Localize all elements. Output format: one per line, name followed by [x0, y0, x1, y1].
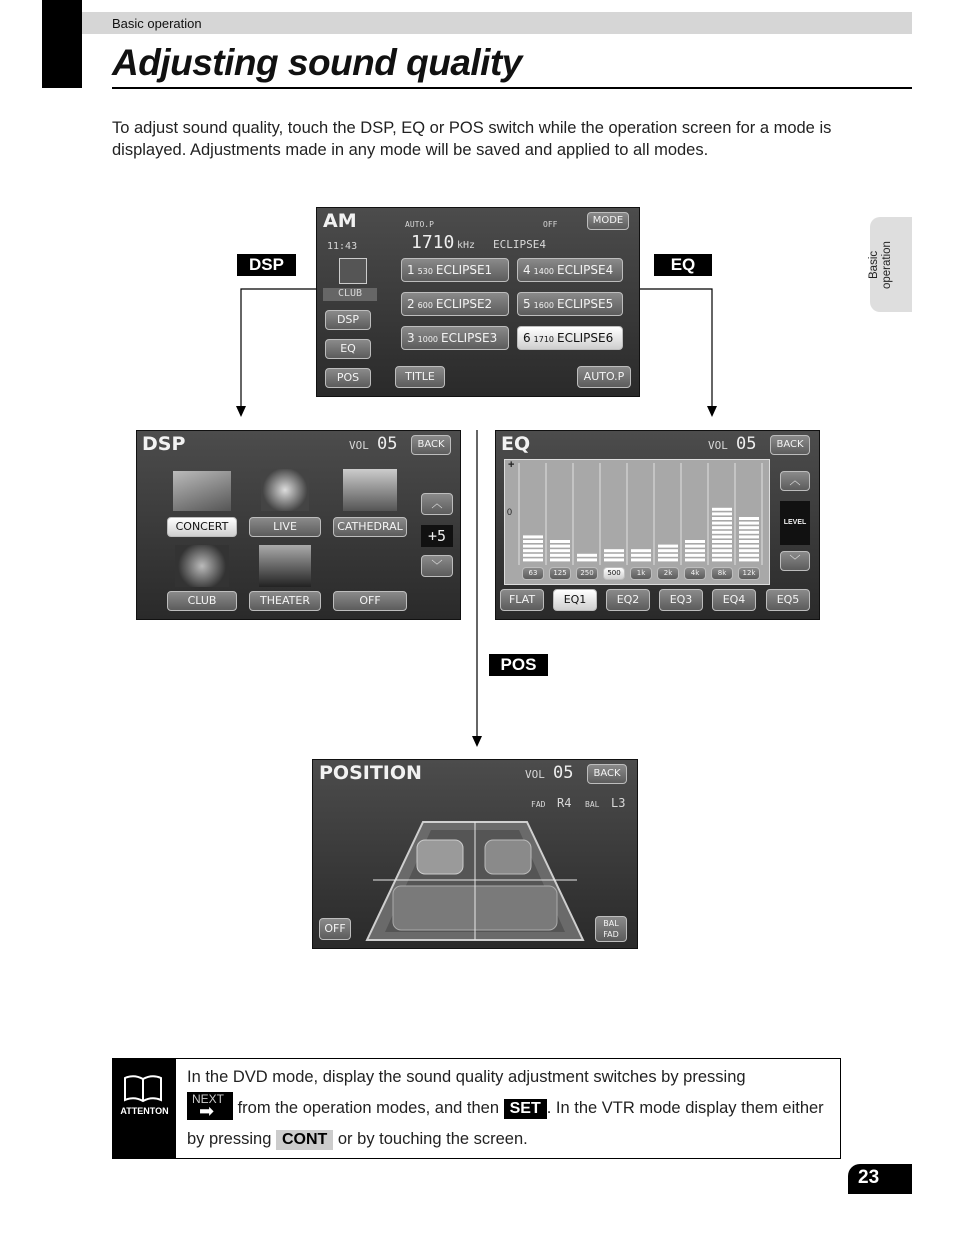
eq2-button[interactable]: EQ2	[606, 589, 650, 611]
eq-band-125[interactable]: 125	[549, 567, 571, 580]
station-name: ECLIPSE4	[493, 238, 546, 251]
dsp-button[interactable]: DSP	[325, 310, 371, 330]
eq-band-bar	[523, 535, 543, 561]
bal-value: L3	[611, 796, 626, 810]
eq-bar-segment	[712, 526, 732, 529]
eq-bar-segment	[739, 535, 759, 538]
off-button[interactable]: OFF	[333, 591, 407, 611]
dsp-mode-icon	[339, 258, 367, 284]
back-button[interactable]: BACK	[411, 435, 451, 455]
section-label: Basic operation	[112, 16, 202, 31]
eq-band-bar	[712, 508, 732, 562]
side-tab-label: Basic operation	[868, 241, 893, 289]
page-number: 23	[848, 1164, 912, 1194]
eq-bar-segment	[604, 554, 624, 557]
vol-label: VOL	[349, 439, 369, 452]
title-button[interactable]: TITLE	[395, 366, 445, 388]
level-value: +5	[421, 525, 453, 547]
dsp-title: DSP	[142, 433, 186, 455]
eq-bar-segment	[739, 549, 759, 552]
preset-button[interactable]: 3 1000 ECLIPSE3	[401, 326, 509, 350]
note-text-end: or by touching the screen.	[333, 1130, 528, 1148]
eq-frequency-row	[520, 567, 770, 581]
frequency-unit: kHz	[457, 240, 476, 251]
fad-label: FAD	[531, 800, 546, 809]
dsp-arrow-head	[236, 406, 246, 417]
flat-button[interactable]: FLAT	[500, 589, 544, 611]
club-button[interactable]: CLUB	[167, 591, 237, 611]
eq-label: EQ	[654, 254, 712, 276]
eq-band-250[interactable]: 250	[576, 567, 598, 580]
eq-bar-segment	[550, 549, 570, 552]
eq-bar-segment	[712, 554, 732, 557]
auto-p-button[interactable]: AUTO.P	[577, 366, 631, 388]
live-button[interactable]: LIVE	[249, 517, 321, 537]
cathedral-illustration	[343, 469, 397, 511]
back-button[interactable]: BACK	[770, 435, 810, 455]
vol-label: VOL	[708, 439, 728, 452]
eq-bar-segment	[712, 522, 732, 525]
eq-bar-segment	[739, 517, 759, 520]
eq-bar-segment	[523, 549, 543, 552]
next-key	[187, 1092, 233, 1120]
eq-bar-segment	[712, 540, 732, 543]
preset-button[interactable]: 1 530 ECLIPSE1	[401, 258, 509, 282]
preset-button[interactable]: 2 600 ECLIPSE2	[401, 292, 509, 316]
eq-bar-segment	[658, 545, 678, 548]
eq-bar-segment	[685, 554, 705, 557]
eq-bar-segment	[631, 549, 651, 552]
dsp-label: DSP	[237, 254, 296, 276]
eq-band-63[interactable]: 63	[522, 567, 544, 580]
eq-bar-segment	[523, 558, 543, 561]
frequency-readout: 1710	[411, 232, 455, 253]
intro-paragraph: To adjust sound quality, touch the DSP, EQ or POS switch while the operation screen for a mode is displayed. Adjustments made in any mode will be saved and applied to all modes.	[112, 119, 832, 159]
arrow-right-icon: ➡	[199, 1100, 215, 1121]
concert-hall-illustration	[173, 471, 231, 511]
car-interior-illustration	[313, 760, 637, 948]
eq-bar-segment	[685, 545, 705, 548]
mode-button[interactable]: MODE	[587, 212, 629, 230]
eq-bar-segment	[658, 549, 678, 552]
theater-illustration	[259, 545, 311, 587]
back-button[interactable]: BACK	[587, 764, 627, 784]
eq-bar-segment	[550, 558, 570, 561]
eq-band-500[interactable]: 500	[603, 567, 625, 580]
eq-bar-segment	[712, 512, 732, 515]
live-dancers-illustration	[261, 469, 309, 511]
eq-bar-segment	[739, 554, 759, 557]
eq-bar-segment	[712, 558, 732, 561]
eq-band-12k[interactable]: 12k	[738, 567, 760, 580]
eq5-button[interactable]: EQ5	[766, 589, 810, 611]
eq-band-2k[interactable]: 2k	[657, 567, 679, 580]
chevron-up-icon: ︿	[789, 474, 801, 487]
am-screen	[316, 207, 640, 397]
preset-button-selected[interactable]: 6 1710 ECLIPSE6	[517, 326, 623, 350]
eq-bar-segment	[550, 545, 570, 548]
eq-bar-segment	[739, 522, 759, 525]
eq-bar-segment	[712, 517, 732, 520]
chevron-down-icon: ﹀	[431, 559, 443, 572]
eq-level-down-button[interactable]	[780, 551, 810, 571]
eq-bar-segment	[712, 508, 732, 511]
dsp-screen	[136, 430, 461, 620]
vol-value: 05	[553, 763, 574, 783]
eq-level-up-button[interactable]	[780, 471, 810, 491]
eq-bar-segment	[712, 549, 732, 552]
eq-button[interactable]: EQ	[325, 339, 371, 359]
current-dsp-mode: CLUB	[323, 288, 377, 301]
position-title: POSITION	[319, 762, 422, 784]
eq-band-1k[interactable]: 1k	[630, 567, 652, 580]
eq-title: EQ	[501, 433, 531, 455]
vol-value: 05	[736, 434, 757, 454]
eq-bar-segment	[631, 558, 651, 561]
attention-label: ATTENTON	[120, 1106, 169, 1116]
eq-band-bar	[604, 549, 624, 561]
position-screen	[312, 759, 638, 949]
bal-label: BAL	[585, 800, 600, 809]
page-title: Adjusting sound quality	[112, 42, 522, 83]
cathedral-button[interactable]: CATHEDRAL	[333, 517, 407, 537]
note-line-1: In the DVD mode, display the sound quality adjustment switches by pressing	[187, 1068, 746, 1086]
eq-bar-segment	[523, 545, 543, 548]
eq-bar-segment	[604, 549, 624, 552]
eq-arrow-head	[707, 406, 717, 417]
eq-bar-segment	[712, 545, 732, 548]
eq-bar-segment	[577, 554, 597, 557]
eq-bar-segment	[523, 535, 543, 538]
am-title: AM	[323, 210, 357, 232]
concert-button[interactable]: CONCERT	[167, 517, 237, 537]
book-icon	[122, 1074, 164, 1104]
eq-bar-segment	[550, 540, 570, 543]
note-text-mid-1: from the operation modes, and then	[233, 1099, 504, 1117]
eq3-button[interactable]: EQ3	[659, 589, 703, 611]
eq-band-bar	[685, 540, 705, 561]
chevron-down-icon: ﹀	[789, 554, 801, 567]
eq-band-8k[interactable]: 8k	[711, 567, 733, 580]
eq-bar-segment	[577, 558, 597, 561]
eq-level-label: LEVEL	[780, 501, 810, 545]
auto-p-indicator: AUTO.P	[405, 220, 434, 229]
eq-bar-segment	[739, 526, 759, 529]
eq-plus-marker: +	[508, 459, 515, 471]
eq-screen	[495, 430, 820, 620]
attention-text	[187, 1062, 837, 1155]
eq-bar-segment	[550, 554, 570, 557]
off-indicator: OFF	[543, 220, 558, 229]
eq-bar-segment	[631, 554, 651, 557]
note-text-mid-2: . In the VTR mode display them either by pressing	[187, 1099, 824, 1148]
eq-bar-segment	[604, 558, 624, 561]
eq-band-bar	[658, 545, 678, 562]
vol-value: 05	[377, 434, 398, 454]
eq-bar-segment	[739, 558, 759, 561]
eq-bar-segment	[685, 540, 705, 543]
eq-band-bar	[577, 554, 597, 562]
eq4-button[interactable]: EQ4	[712, 589, 756, 611]
club-illustration	[175, 545, 229, 587]
clock: 11:43	[327, 241, 358, 252]
eq-bar-segment	[658, 554, 678, 557]
level-up-button[interactable]	[421, 493, 453, 515]
eq-bar-segment	[712, 531, 732, 534]
next-key-label: NEXT	[192, 1091, 225, 1106]
eq-zero-marker: 0	[507, 507, 513, 517]
cont-key: CONT	[276, 1130, 333, 1150]
eq-bar-segment	[739, 545, 759, 548]
dsp-arrow-line	[241, 289, 316, 408]
vol-label: VOL	[525, 768, 545, 781]
preset-button[interactable]: 4 1400 ECLIPSE4	[517, 258, 623, 282]
bal-fad-button[interactable]: BAL FAD	[595, 916, 627, 942]
eq-bar-segment	[685, 558, 705, 561]
set-key: SET	[504, 1099, 547, 1119]
eq-band-bar	[550, 540, 570, 561]
position-off-button[interactable]: OFF	[319, 918, 351, 940]
eq-bar-segment	[523, 554, 543, 557]
eq-bar-segment	[739, 540, 759, 543]
eq1-button[interactable]: EQ1	[553, 589, 597, 611]
eq-bar-segment	[658, 558, 678, 561]
eq-band-bar	[631, 549, 651, 561]
eq-bar-segment	[523, 540, 543, 543]
pos-arrow-head	[472, 736, 482, 747]
theater-button[interactable]: THEATER	[249, 591, 321, 611]
level-down-button[interactable]	[421, 555, 453, 577]
eq-bar-segment	[685, 549, 705, 552]
fad-value: R4	[557, 796, 572, 810]
pos-label: POS	[489, 654, 548, 676]
eq-bar-segment	[739, 531, 759, 534]
pos-button[interactable]: POS	[325, 368, 371, 388]
eq-band-bar	[739, 517, 759, 561]
eq-arrow-line	[638, 289, 712, 408]
eq-bar-segment	[712, 535, 732, 538]
eq-band-4k[interactable]: 4k	[684, 567, 706, 580]
preset-button[interactable]: 5 1600 ECLIPSE5	[517, 292, 623, 316]
chevron-up-icon: ︿	[431, 497, 443, 510]
